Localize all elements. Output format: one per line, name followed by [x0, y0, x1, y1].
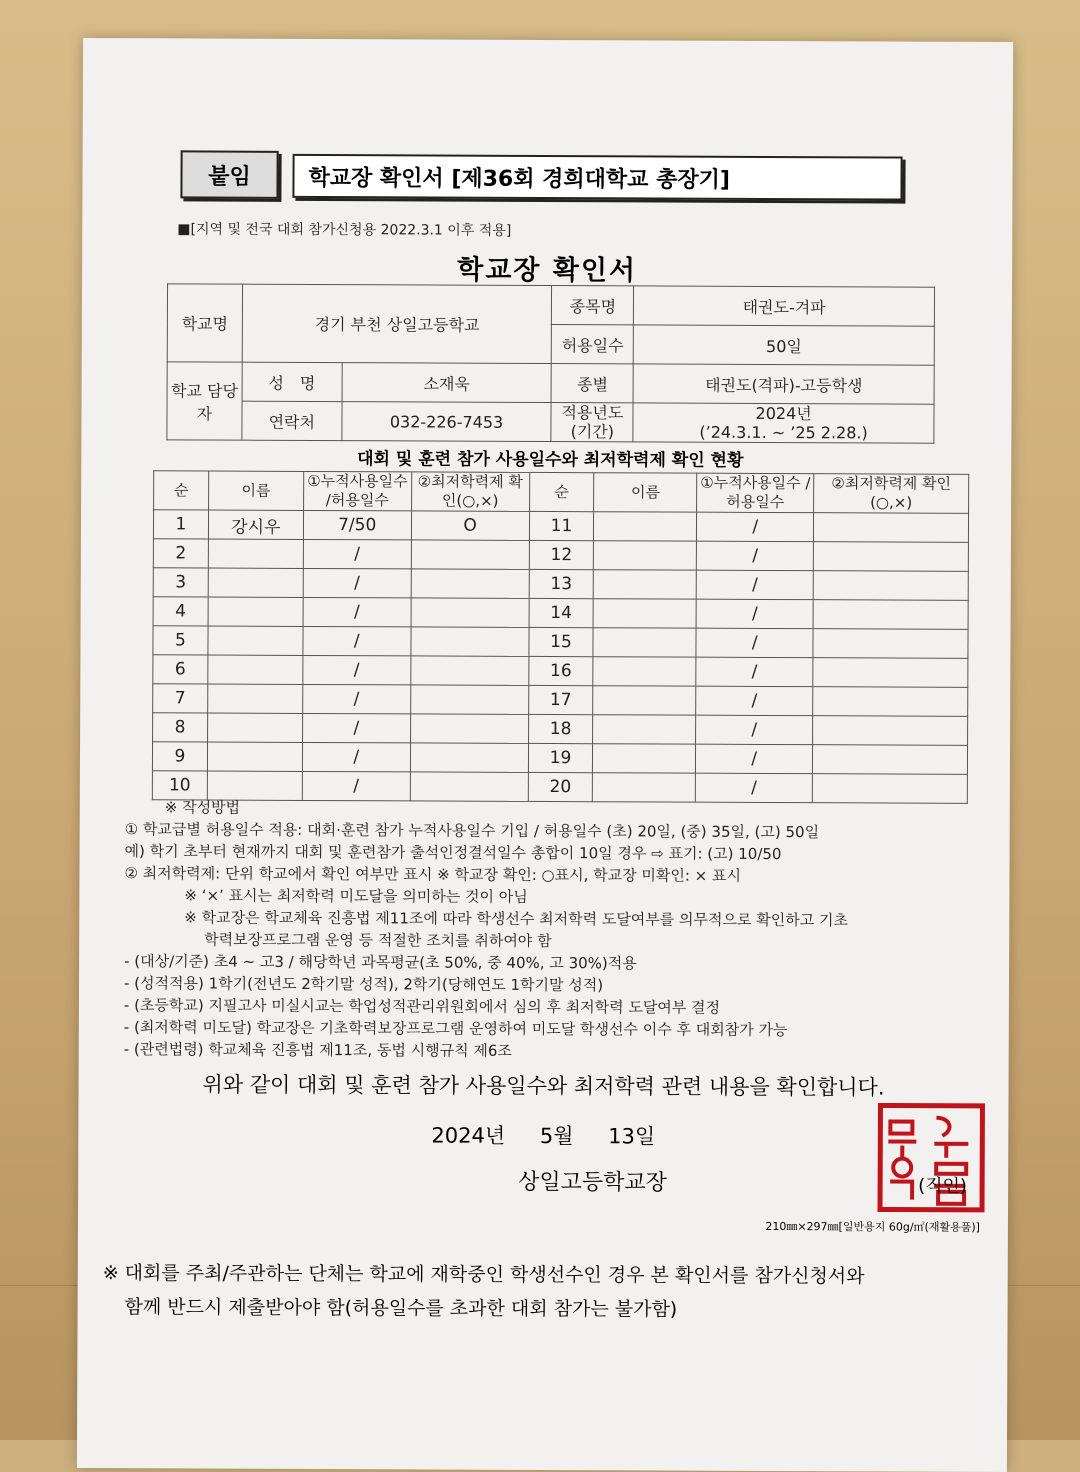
row-no-right: 18	[528, 714, 593, 743]
row-check	[410, 743, 528, 773]
row-check	[411, 569, 529, 599]
row-days-right: /	[696, 715, 813, 745]
header-name-right: 이름	[594, 473, 697, 512]
row-name-right	[594, 512, 697, 541]
table-row	[153, 597, 968, 630]
row-name-right	[594, 599, 697, 628]
row-check-right	[813, 716, 968, 746]
document-title: 학교장 확인서	[457, 254, 638, 287]
table-row	[153, 684, 968, 717]
row-no-right: 15	[528, 627, 593, 656]
header-check-right: ②최저학력제 확인(○,×)	[814, 474, 969, 514]
row-name	[208, 655, 303, 684]
seal-label: (직인)	[918, 1175, 967, 1197]
top-note: ■[지역 및 전국 대회 참가신청용 2022.3.1 이후 적용]	[177, 221, 512, 239]
date-month: 5월	[539, 1123, 574, 1149]
row-no: 7	[153, 684, 208, 713]
row-no-right: 13	[529, 569, 594, 598]
row-name-right	[594, 570, 697, 599]
row-no: 8	[153, 713, 208, 742]
header-days: ①누적사용일수 /허용일수	[303, 471, 411, 510]
footnote-line-2: 함께 반드시 제출받아야 함(허용일수를 초과한 대회 참가는 불가함)	[124, 1296, 678, 1321]
name-value: 소재욱	[342, 363, 552, 403]
row-days: /	[302, 771, 410, 800]
date-year: 2024년	[431, 1123, 506, 1148]
event-label: 종목명	[552, 286, 634, 325]
row-name-right	[593, 686, 696, 715]
usage-header-row	[154, 471, 969, 514]
method-line: - (최저학력 미도달) 학교장은 기초학력보장프로그램 운영하여 미도달 학생선수 이수 후 대회참가 가능	[123, 1018, 788, 1040]
allowed-value: 50일	[634, 325, 935, 365]
row-days-right: /	[697, 512, 814, 542]
row-days: /	[303, 655, 411, 684]
row-check-right	[813, 745, 968, 775]
school-label: 학교명	[167, 284, 242, 362]
header-days-right: ①누적사용일수 /허용일수	[697, 473, 814, 513]
row-check-right	[813, 600, 968, 630]
header-check: ②최저학력제 확인(○,×)	[411, 472, 529, 512]
school-value: 경기 부천 상일고등학교	[242, 284, 552, 363]
row-check	[411, 598, 529, 628]
row-no: 10	[152, 771, 207, 800]
row-check	[411, 540, 529, 570]
method-line: - (관련법령) 학교체육 진흥법 제11조, 동법 시행규칙 제6조	[123, 1040, 512, 1060]
header-name: 이름	[209, 471, 304, 510]
year-cell	[633, 403, 934, 443]
usage-table	[152, 470, 969, 804]
method-line: - (대상/기준) 초4 ~ 고3 / 해당학년 과목평균(초 50%, 중 40%, 고 30%)적용	[124, 952, 637, 973]
category-value: 태권도(격파)-고등학생	[633, 364, 934, 404]
footnote-line-1: ※ 대회를 주최/주관하는 단체는 학교에 재학중인 학생선수인 경우 본 확인서를 참가신청서와	[102, 1262, 865, 1288]
row-no-right: 11	[529, 511, 594, 540]
row-name-right	[593, 744, 696, 773]
row-name	[207, 742, 302, 771]
row-check	[410, 714, 528, 744]
row-no: 6	[153, 655, 208, 684]
table-row	[153, 713, 968, 746]
date-day: 13일	[608, 1124, 656, 1149]
header-no-right: 순	[529, 472, 594, 511]
row-no: 5	[153, 626, 208, 655]
row-name	[207, 713, 302, 742]
row-days: /	[302, 742, 410, 771]
row-name	[208, 626, 303, 655]
year-value: 2024년	[755, 403, 812, 424]
name-label: 성 명	[242, 362, 342, 401]
submission-footnote	[103, 1256, 983, 1328]
row-days: /	[303, 626, 411, 655]
issue-date	[78, 1118, 1008, 1152]
row-days-right: /	[696, 686, 813, 716]
row-no: 2	[153, 539, 208, 568]
usage-subhead: 대회 및 훈련 참가 사용일수와 최저학력제 확인 현황	[357, 449, 744, 471]
row-check-right	[813, 658, 968, 688]
row-days: /	[303, 568, 411, 597]
row-days: 7/50	[303, 510, 411, 539]
row-no-right: 14	[529, 598, 594, 627]
info-table	[166, 283, 935, 443]
method-line: - (초등학교) 지필고사 미실시교는 학업성적관리위원회에서 심의 후 최저학력 도달여부 결정	[123, 996, 721, 1017]
year-label: 적용년도 (기간)	[551, 403, 633, 442]
row-name	[208, 684, 303, 713]
row-no-right: 16	[528, 656, 593, 685]
row-name: 강시우	[208, 510, 303, 539]
row-days-right: /	[696, 599, 813, 629]
row-no-right: 20	[528, 772, 593, 801]
principal-title: 상일고등학교장	[518, 1169, 667, 1196]
row-name-right	[593, 657, 696, 686]
method-line: - (성적적용) 1학기(전년도 2학기말 성적), 2학기(당해연도 1학기말 성적)	[123, 974, 604, 995]
paper-spec: 210㎜×297㎜[일반용지 60g/㎡(재활용품)]	[765, 1219, 980, 1234]
manager-label: 학교 담당자	[167, 362, 242, 440]
table-row	[153, 655, 968, 688]
row-no-right: 19	[528, 743, 593, 772]
row-name	[208, 568, 303, 597]
row-name-right	[593, 715, 696, 744]
confirm-text: 위와 같이 대회 및 훈련 참가 사용일수와 최저학력 관련 내용을 확인합니다.	[202, 1072, 885, 1100]
attachment-tag: 붙임	[180, 150, 278, 198]
row-check: O	[411, 511, 529, 541]
row-check-right	[814, 513, 969, 543]
row-name-right	[594, 541, 697, 570]
row-name-right	[593, 628, 696, 657]
row-check-right	[813, 629, 968, 659]
method-line: ② 최저학력제: 단위 학교에서 확인 여부만 표시 ※ 학교장 확인: ○표시, 학교장 미확인: × 표시	[124, 864, 742, 885]
row-no-right: 12	[529, 540, 594, 569]
row-name	[208, 597, 303, 626]
contact-label: 연락처	[242, 401, 342, 440]
table-row	[153, 539, 968, 572]
row-days-right: /	[696, 744, 813, 774]
row-no: 9	[152, 742, 207, 771]
row-days: /	[303, 539, 411, 568]
writing-method	[124, 796, 1005, 1064]
contact-value: 032-226-7453	[342, 402, 552, 442]
row-check-right	[813, 571, 968, 601]
row-no: 3	[153, 568, 208, 597]
method-line: 학력보장프로그램 운영 등 적절한 조치를 취하여야 함	[204, 930, 552, 951]
method-line: ※ ‘×’ 표시는 최저학력 미도달을 의미하는 것이 아님	[184, 886, 528, 906]
allowed-label: 허용일수	[552, 325, 634, 364]
row-no: 1	[153, 510, 208, 539]
row-days-right: /	[696, 657, 813, 687]
header-title: 학교장 확인서 [제36회 경희대학교 총장기]	[292, 154, 902, 201]
row-check-right	[813, 687, 968, 717]
row-days-right: /	[696, 628, 813, 658]
method-line: ① 학교급별 허용일수 적용: 대회·훈련 참가 누적사용일수 기입 / 허용일수 (초) 20일, (중) 35일, (고) 50일	[124, 820, 820, 842]
document-paper	[77, 38, 1013, 1472]
header-no: 순	[154, 471, 209, 510]
row-days-right: /	[696, 570, 813, 600]
row-days: /	[302, 713, 410, 742]
row-check	[410, 685, 528, 715]
row-check	[410, 656, 528, 686]
row-no-right: 17	[528, 685, 593, 714]
method-line: ※ 작성방법	[164, 798, 241, 817]
table-row	[153, 568, 968, 601]
row-no: 4	[153, 597, 208, 626]
method-line: ※ 학교장은 학교체육 진흥법 제11조에 따라 학생선수 최저학력 도달여부를 의무적으로 확인하고 기초	[184, 908, 849, 930]
category-label: 종별	[552, 364, 634, 403]
table-row	[153, 626, 968, 659]
method-line: 예) 학기 초부터 현재까지 대회 및 훈련참가 출석인정결석일수 총합이 10일 경우 ⇨ 표기: (고) 10/50	[124, 842, 782, 864]
row-days: /	[302, 684, 410, 713]
row-check-right	[813, 542, 968, 572]
row-days: /	[303, 597, 411, 626]
event-value: 태권도-겨파	[634, 286, 935, 326]
period-value: (’24.3.1. ~ ’25 2.28.)	[699, 422, 868, 443]
row-days-right: /	[697, 541, 814, 571]
table-row	[152, 742, 967, 775]
table-row	[153, 510, 968, 543]
row-check	[411, 627, 529, 657]
row-name	[208, 539, 303, 568]
row-days-right: /	[696, 773, 813, 803]
